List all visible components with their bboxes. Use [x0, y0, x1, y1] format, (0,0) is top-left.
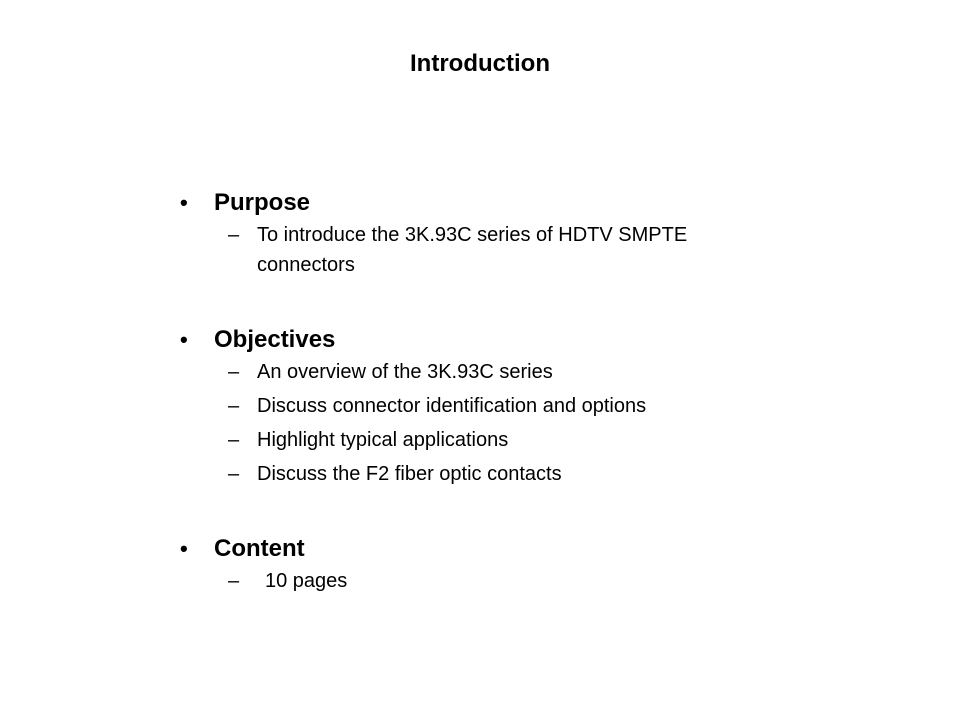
bullet-icon: • [180, 536, 188, 561]
dash-icon: – [228, 361, 240, 383]
list-item-text: Highlight typical applications [257, 429, 509, 451]
dash-icon: – [228, 395, 240, 417]
section-heading: Content [214, 535, 305, 562]
section-heading: Objectives [214, 326, 336, 353]
section-heading: Purpose [214, 189, 311, 216]
section-objectives [180, 323, 820, 493]
section-heading-row [180, 186, 820, 220]
list-item-text: Discuss connector identification and options [257, 395, 647, 417]
list-item-text: Discuss the F2 fiber optic contacts [257, 463, 562, 485]
list-item [180, 391, 820, 425]
section-content [180, 532, 820, 600]
list-item [180, 425, 820, 459]
section-heading-row [180, 323, 820, 357]
list-item [180, 220, 820, 282]
list-item [180, 459, 820, 493]
list-item [180, 566, 820, 600]
section-heading-row [180, 532, 820, 566]
sub-list [180, 357, 820, 493]
sub-list [180, 566, 820, 600]
list-item-text: An overview of the 3K.93C series [257, 361, 553, 383]
section-purpose [180, 186, 820, 282]
bullet-icon: • [180, 190, 188, 215]
slide-title: Introduction [410, 50, 550, 77]
dash-icon: – [228, 224, 240, 246]
dash-icon: – [228, 429, 240, 451]
dash-icon: – [228, 570, 240, 592]
list-item-text: To introduce the 3K.93C series of HDTV SMPTE connectors [257, 224, 688, 276]
list-item [180, 357, 820, 391]
list-item-text: 10 pages [265, 570, 348, 592]
bullet-icon: • [180, 327, 188, 352]
sub-list [180, 220, 820, 282]
dash-icon: – [228, 463, 240, 485]
